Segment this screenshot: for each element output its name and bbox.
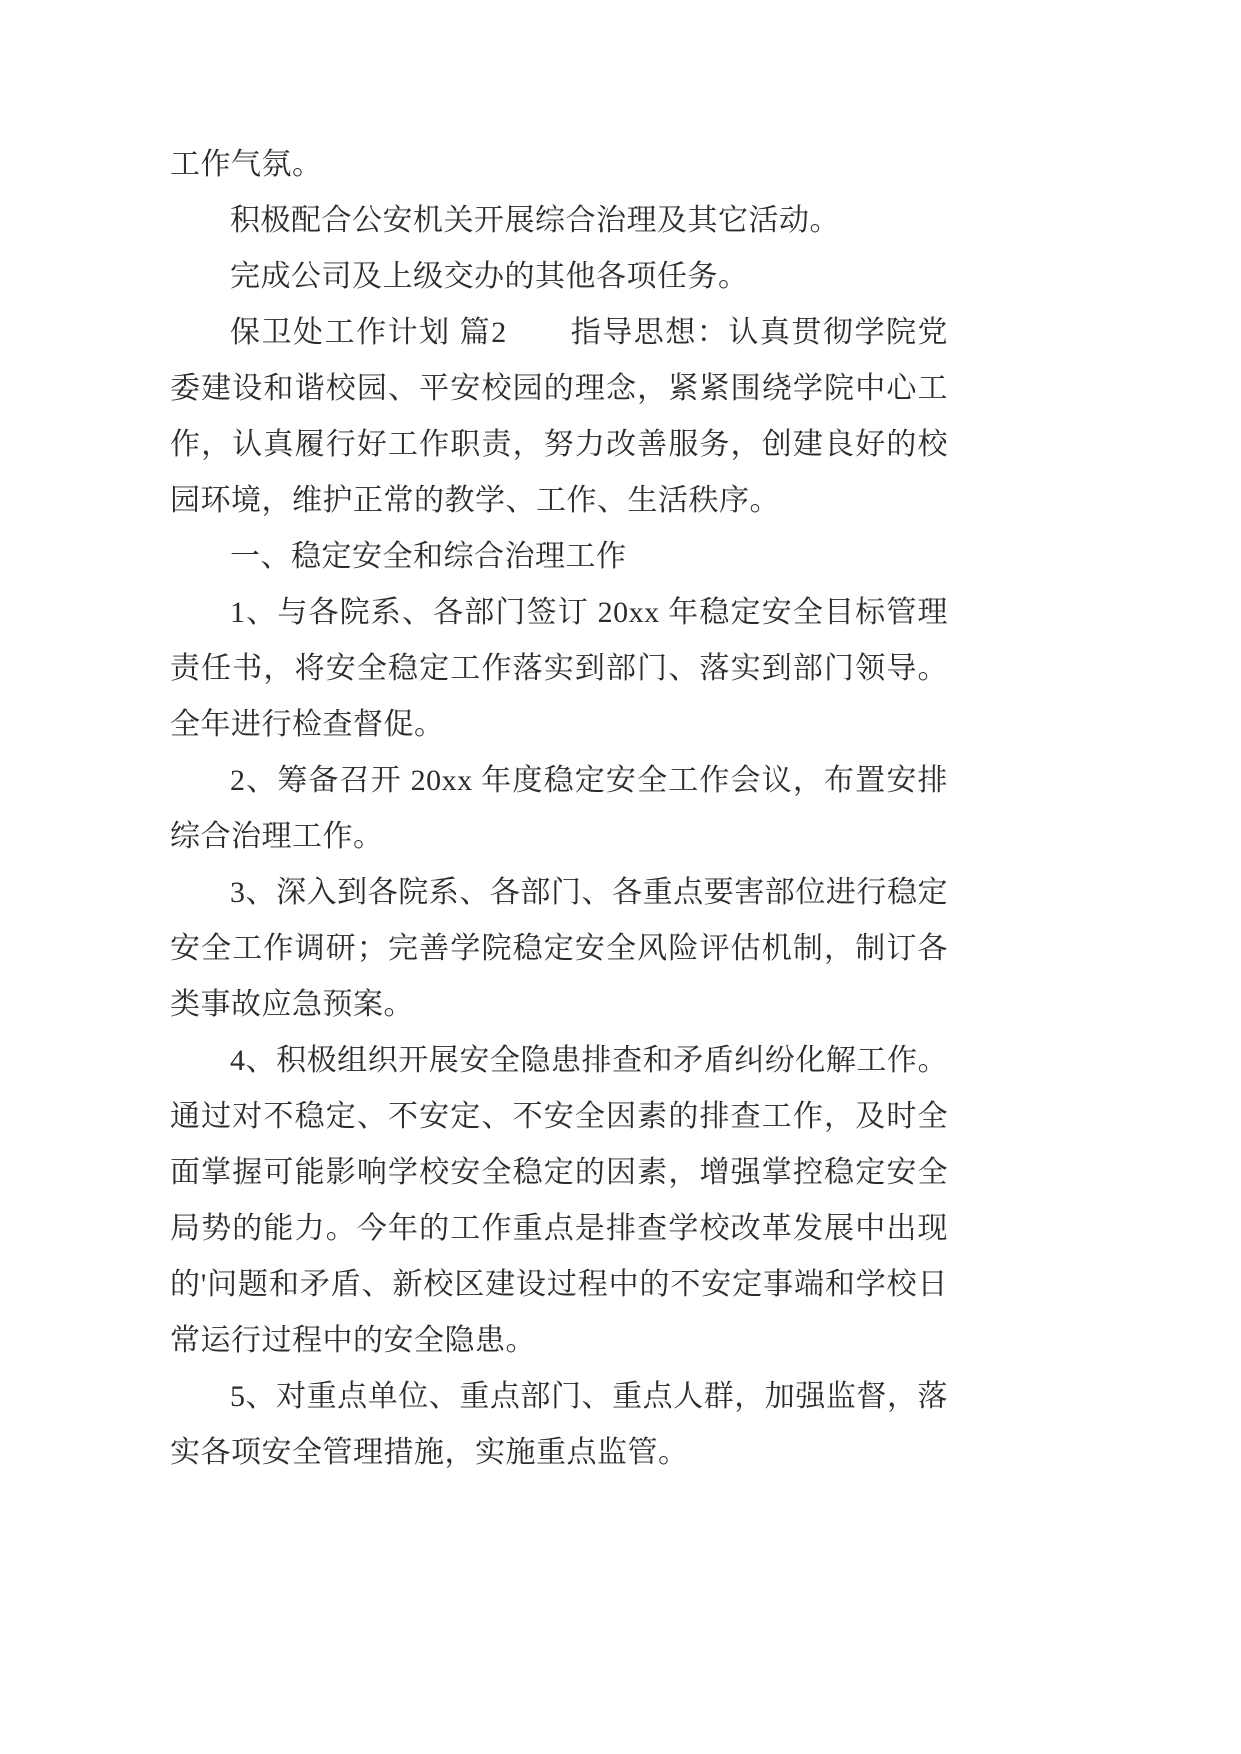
- paragraph: 1、与各院系、各部门签订 20xx 年稳定安全目标管理责任书，将安全稳定工作落实到部门、落实到部门领导。全年进行检查督促。: [170, 596, 948, 741]
- paragraph: 工作气氛。: [170, 148, 323, 181]
- paragraph: 完成公司及上级交办的其他各项任务。: [230, 260, 749, 293]
- paragraph: 5、对重点单位、重点部门、重点人群，加强监督，落实各项安全管理措施，实施重点监管。: [170, 1380, 948, 1469]
- paragraph: 一、稳定安全和综合治理工作: [230, 540, 627, 573]
- paragraph: 积极配合公安机关开展综合治理及其它活动。: [230, 204, 840, 237]
- paragraph: 保卫处工作计划 篇2 指导思想：认真贯彻学院党委建设和谐校园、平安校园的理念，紧紧围绕学院中心工作，认真履行好工作职责，努力改善服务，创建良好的校园环境，维护正常的教学、工作、生活秩序。: [170, 316, 948, 517]
- paragraph: 3、深入到各院系、各部门、各重点要害部位进行稳定安全工作调研；完善学院稳定安全风险评估机制，制订各类事故应急预案。: [170, 876, 948, 1021]
- paragraph: 4、积极组织开展安全隐患排查和矛盾纠纷化解工作。通过对不稳定、不安定、不安全因素的排查工作，及时全面掌握可能影响学校安全稳定的因素，增强掌控稳定安全局势的能力。今年的工作重点是排查学校改革发展中出现的'问题和矛盾、新校区建设过程中的不安定事端和学校日常运行过程中的安全隐患。: [170, 1044, 948, 1357]
- paragraph: 2、筹备召开 20xx 年度稳定安全工作会议，布置安排综合治理工作。: [170, 764, 948, 853]
- document-body: [170, 137, 948, 1481]
